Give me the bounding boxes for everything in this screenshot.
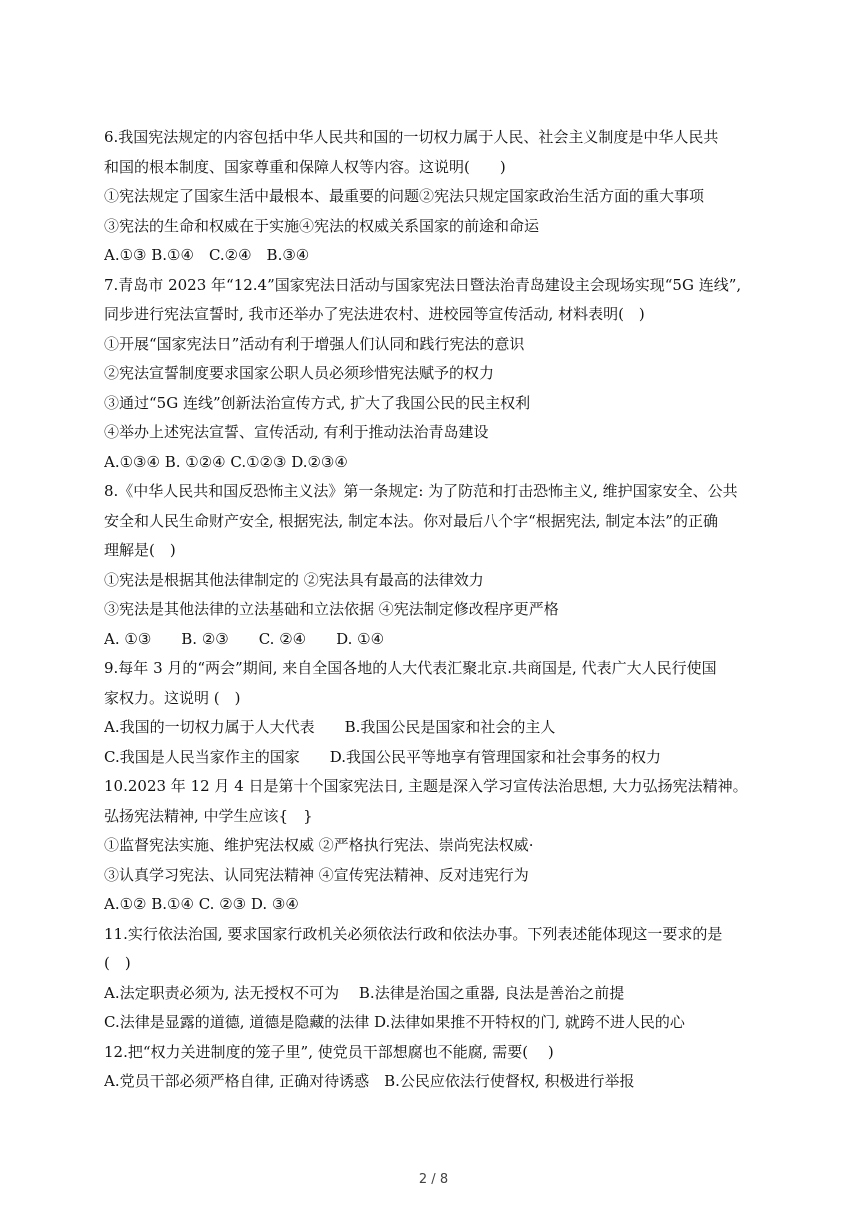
q9-choices-ab: A.我国的一切权力属于人大代表 B.我国公民是国家和社会的主人 bbox=[104, 718, 556, 736]
q7-stem-line-1: 7.青岛市 2023 年“12.4”国家宪法日活动与国家宪法日暨法治青岛建设主会现场实现“5G 连线”, bbox=[104, 275, 742, 294]
q10-statements-1: ①监督宪法实施、维护宪法权威 ②严格执行宪法、崇尚宪法权威· bbox=[104, 836, 534, 854]
q8-stem-line-1: 8.《中华人民共和国反恐怖主义法》第一条规定: 为了防范和打击恐怖主义, 维护国家安全、公共 bbox=[104, 482, 738, 500]
q10-stem-line-1: 10.2023 年 12 月 4 日是第十个国家宪法日, 主题是深入学习宣传法治思想, 大力弘扬宪法精神。 bbox=[104, 777, 748, 795]
q8-stem-line-2: 安全和人民生命财产安全, 根据宪法, 制定本法。你对最后八个字“根据宪法, 制定本法”的正确 bbox=[104, 511, 718, 530]
q12-choices-ab: A.党员干部必须严格自律, 正确对待诱惑 B.公民应依法行使督权, 积极进行举报 bbox=[104, 1072, 635, 1090]
q6-answer-choices: A.①③ B.①④ C.②④ B.③④ bbox=[104, 246, 310, 264]
q11-stem-line-2: ( ) bbox=[104, 954, 131, 972]
q6-stem-line-2: 和国的根本制度、国家尊重和保障人权等内容。这说明( ) bbox=[104, 157, 506, 176]
q6-option-statements-2: ③宪法的生命和权威在于实施④宪法的权威关系国家的前途和命运 bbox=[104, 216, 540, 235]
q6-option-statements-1: ①宪法规定了国家生活中最根本、最重要的问题②宪法只规定国家政治生活方面的重大事项 bbox=[104, 187, 705, 205]
q9-stem-line-1: 9.每年 3 月的“两会”期间, 来自全国各地的人大代表汇聚北京.共商国是, 代表广大人民行使国 bbox=[104, 659, 717, 677]
q10-statements-2: ③认真学习宪法、认同宪法精神 ④宣传宪法精神、反对违宪行为 bbox=[104, 865, 529, 884]
q6-stem-line-1: 6.我国宪法规定的内容包括中华人民共和国的一切权力属于人民、社会主义制度是中华人民共 bbox=[104, 128, 719, 146]
q8-statements-2: ③宪法是其他法律的立法基础和立法依据 ④宪法制定修改程序更严格 bbox=[104, 600, 559, 618]
q8-answer-choices: A. ①③ B. ②③ C. ②④ D. ①④ bbox=[104, 629, 385, 648]
q11-choices-cd: C.法律是显露的道德, 道德是隐藏的法律 D.法律如果推不开特权的门, 就跨不进人民的心 bbox=[104, 1013, 685, 1031]
q7-statement-3: ③通过“5G 连线”创新法治宣传方式, 扩大了我国公民的民主权利 bbox=[104, 393, 531, 412]
q7-stem-line-2: 同步进行宪法宣誓时, 我市还举办了宪法进农村、进校园等宣传活动, 材料表明( ) bbox=[104, 305, 645, 323]
q7-answer-choices: A.①③④ B. ①②④ C.①②③ D.②③④ bbox=[104, 452, 348, 471]
question-content bbox=[104, 123, 784, 1097]
q9-stem-line-2: 家权力。这说明 ( ) bbox=[104, 688, 241, 707]
q10-stem-line-2: 弘扬宪法精神, 中学生应该{ } bbox=[104, 806, 313, 825]
q9-choices-cd: C.我国是人民当家作主的国家 D.我国公民平等地享有管理国家和社会事务的权力 bbox=[104, 747, 661, 766]
page-number: 2 / 8 bbox=[418, 1172, 449, 1187]
q12-stem: 12.把“权力关进制度的笼子里”, 使党员干部想腐也不能腐, 需要( ) bbox=[104, 1042, 554, 1061]
q7-statement-1: ①开展“国家宪法日”活动有利于增强人们认同和践行宪法的意识 bbox=[104, 334, 525, 353]
q8-statements-1: ①宪法是根据其他法律制定的 ②宪法具有最高的法律效力 bbox=[104, 570, 484, 589]
q7-statement-4: ④举办上述宪法宣誓、宣传活动, 有利于推动法治青岛建设 bbox=[104, 423, 489, 441]
q7-statement-2: ②宪法宣誓制度要求国家公职人员必须珍惜宪法赋予的权力 bbox=[104, 364, 495, 382]
q10-answer-choices: A.①② B.①④ C. ②③ D. ③④ bbox=[104, 895, 299, 913]
q11-choices-ab: A.法定职责必须为, 法无授权不可为 B.法律是治国之重器, 良法是善治之前提 bbox=[104, 983, 625, 1002]
q8-stem-line-3: 理解是( ) bbox=[104, 541, 176, 559]
q11-stem-line-1: 11.实行依法治国, 要求国家行政机关必须依法行政和依法办事。下列表述能体现这一要求的是 bbox=[104, 924, 723, 943]
